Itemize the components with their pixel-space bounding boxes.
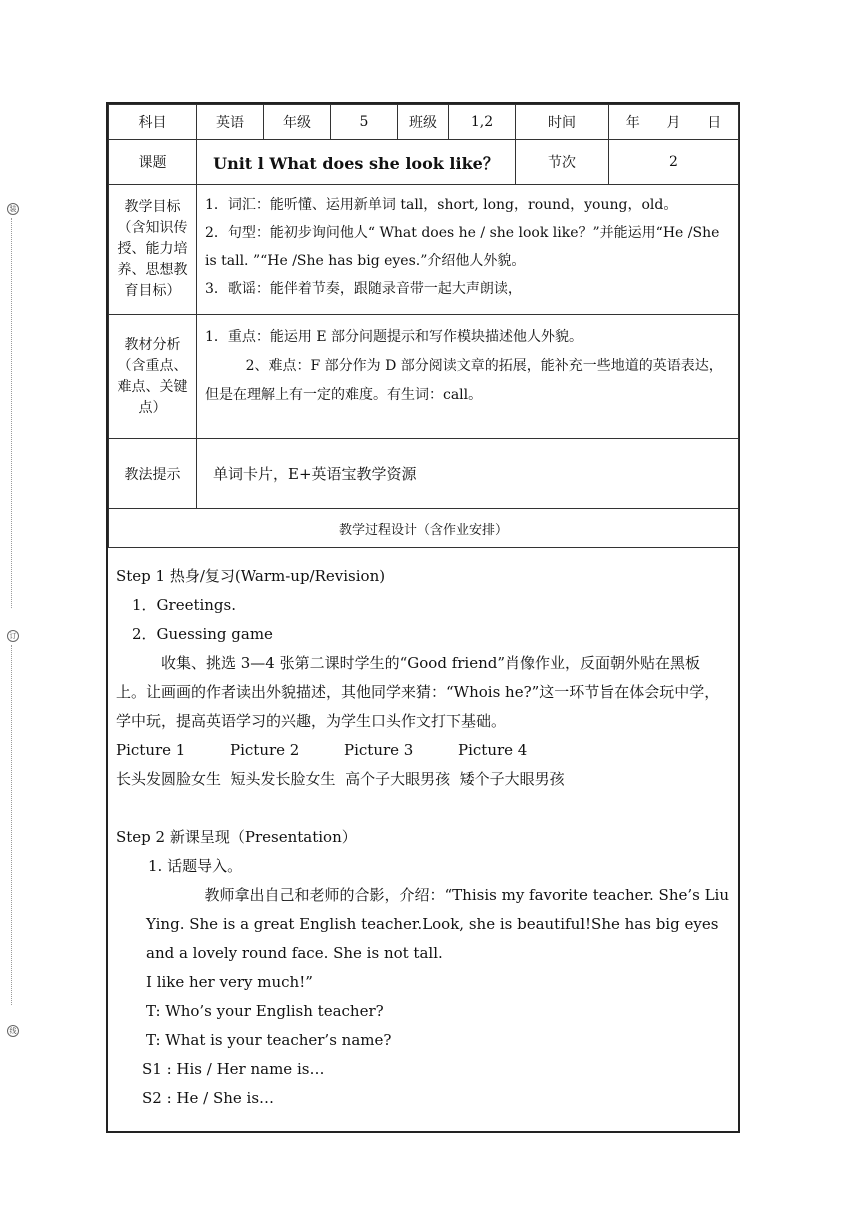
time-value: 年 月 日 [609, 105, 739, 140]
lesson-plan-table [108, 104, 739, 548]
step2-line-3: T: What is your teacher’s name? [146, 1031, 392, 1049]
step2-line-2: T: Who’s your English teacher? [146, 1002, 384, 1020]
step1-paragraph: 收集、挑选 3—4 张第二课时学生的“Good friend”肖像作业，反面朝外贴在黑板上。让画画的作者读出外貌描述，其他同学来猜：“Whois he?”这一环节旨在体会玩中学，学中玩，提高英语学习的兴趣，为学生口头作文打下基础。 [116, 654, 720, 730]
subject-value: 英语 [197, 105, 264, 140]
process-title-row [109, 509, 739, 548]
time-label: 时间 [516, 105, 609, 140]
goals-label: 教学目标（含知识传授、能力培养、思想教育目标） [109, 185, 197, 315]
step1-item-greetings: 1．Greetings. [132, 596, 237, 614]
step2-line-1: I like her very much!” [146, 973, 313, 991]
method-text: 单词卡片，E+英语宝教学资源 [197, 439, 739, 509]
picture-label-2: Picture 2 [230, 741, 300, 759]
picture-label-1: Picture 1 [116, 741, 186, 759]
goal-vocabulary: 1．词汇：能听懂、运用新单词 tall，short, long，round，young，old。 [205, 197, 678, 213]
goal-chant: 3．歌谣：能伴着节奏，跟随录音带一起大声朗读， [205, 281, 522, 297]
analysis-row [109, 315, 739, 439]
method-row [109, 439, 739, 509]
binding-mark-1: 装 [7, 203, 19, 215]
analysis-key-point: 1．重点：能运用 E 部分问题提示和写作模块描述他人外貌。 [205, 329, 584, 345]
binding-dotted-line-2 [11, 645, 12, 1005]
teaching-process [108, 548, 738, 1123]
picture-label-3: Picture 3 [344, 741, 414, 759]
goal-sentence-patterns: 2．句型：能初步询问他人“ What does he / she look like？”并能运用“He /She is tall. ”“He /She has big eyes.”介绍他人外貌。 [205, 225, 720, 269]
period-value: 2 [609, 140, 739, 185]
goals-content [197, 185, 739, 315]
period-label: 节次 [516, 140, 609, 185]
goals-row [109, 185, 739, 315]
picture-label-4: Picture 4 [458, 741, 528, 759]
grade-value: 5 [331, 105, 398, 140]
picture-descriptions: 长头发圆脸女生 短头发长脸女生 高个子大眼男孩 矮个子大眼男孩 [116, 770, 565, 788]
binding-mark-2: 订 [7, 630, 19, 642]
step2-title: Step 2 新课呈现（Presentation） [116, 828, 357, 846]
process-title: 教学过程设计（含作业安排） [109, 509, 739, 548]
step2-line-4: S1 : His / Her name is… [142, 1060, 325, 1078]
step1-item-guessing-game: 2．Guessing game [132, 625, 273, 643]
header-row [109, 105, 739, 140]
picture-labels [116, 736, 730, 765]
class-value: 1,2 [449, 105, 516, 140]
step1-title: Step 1 热身/复习(Warm-up/Revision) [116, 567, 386, 585]
method-label: 教法提示 [109, 439, 197, 509]
class-label: 班级 [398, 105, 449, 140]
analysis-label: 教材分析（含重点、难点、关键点） [109, 315, 197, 439]
subject-label: 科目 [109, 105, 197, 140]
step2-line-5: S2 : He / She is… [142, 1089, 275, 1107]
binding-mark-3: 线 [7, 1025, 19, 1037]
analysis-content [197, 315, 739, 439]
step2-item-topic-intro: 1. 话题导入。 [148, 857, 243, 875]
analysis-difficulty: 2、难点：F 部分作为 D 部分阅读文章的拓展，能补充一些地道的英语表达，但是在理解上有一定的难度。有生词：call。 [205, 358, 723, 403]
grade-label: 年级 [264, 105, 331, 140]
binding-dotted-line-1 [11, 218, 12, 608]
step2-intro-paragraph: 教师拿出自己和老师的合影，介绍：“Thisis my favorite teacher. She’s Liu Ying. She is a great English teacher.Look, she is beautiful!She has big eyes and a lovely round face. She is not tall. [146, 886, 730, 962]
topic-label: 课题 [109, 140, 197, 185]
topic-row [109, 140, 739, 185]
lesson-plan-document [106, 102, 740, 1133]
topic-title: Unit l What does she look like？ [197, 140, 516, 185]
